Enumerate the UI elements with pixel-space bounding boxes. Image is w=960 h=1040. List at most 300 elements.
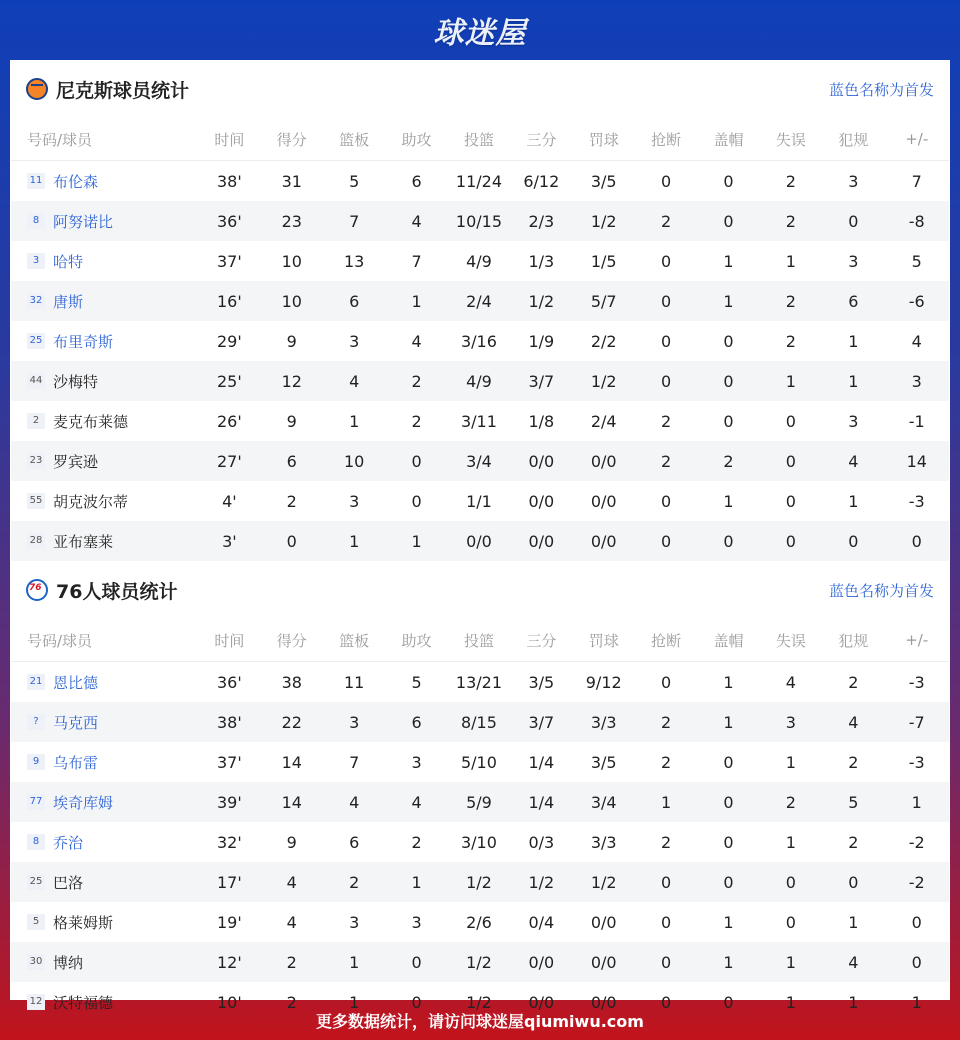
table-row	[11, 201, 949, 241]
stat-assists: 2	[385, 361, 447, 401]
stat-three-pointers: 1/2	[510, 281, 572, 321]
stat-three-pointers: 0/0	[528, 491, 555, 511]
stat-field-goals: 5/10	[460, 752, 497, 772]
player-cell	[11, 361, 198, 401]
stat-plus-minus: -8	[884, 201, 949, 241]
stat-free-throws: 1/2	[573, 862, 635, 902]
column-header: 助攻	[385, 118, 447, 161]
stat-blocks: 0	[723, 171, 734, 191]
stat-turnovers: 2	[785, 331, 796, 351]
column-header: 失误	[760, 118, 822, 161]
stat-free-throws: 2/2	[590, 331, 617, 351]
team-name: 尼克斯球员统计	[56, 79, 190, 102]
table-row	[11, 241, 949, 281]
stat-points: 0	[261, 521, 323, 561]
stat-steals: 0	[661, 251, 672, 271]
stat-free-throws: 3/5	[590, 171, 617, 191]
stat-rebounds: 3	[323, 702, 385, 742]
logo-text: 76	[29, 583, 42, 593]
player-cell[interactable]	[11, 742, 198, 782]
column-header: +/-	[884, 619, 949, 662]
stat-plus-minus: -2	[908, 832, 925, 852]
column-header: 号码/球员	[11, 118, 198, 161]
stat-field-goals: 1/2	[448, 862, 510, 902]
stat-points: 9	[286, 411, 297, 431]
stat-three-pointers: 6/12	[523, 171, 560, 191]
stat-turnovers: 0	[785, 411, 796, 431]
stat-fouls: 5	[822, 782, 884, 822]
stat-free-throws: 9/12	[585, 672, 622, 692]
stat-plus-minus: 1	[884, 782, 949, 822]
player-cell	[11, 481, 198, 521]
stat-steals: 1	[635, 782, 697, 822]
stat-turnovers: 3	[760, 702, 822, 742]
table-row	[11, 942, 949, 982]
jersey-number: 12	[27, 994, 45, 1010]
table-row	[11, 281, 949, 321]
column-header: 篮板	[323, 118, 385, 161]
stat-rebounds: 1	[349, 411, 360, 431]
player-cell[interactable]	[11, 822, 198, 862]
jersey-number: 3	[27, 253, 45, 269]
stat-rebounds: 1	[323, 521, 385, 561]
stat-free-throws: 0/0	[590, 912, 617, 932]
stat-field-goals: 3/16	[460, 331, 497, 351]
column-header: 投篮	[448, 619, 510, 662]
player-cell[interactable]	[11, 241, 198, 281]
stat-time: 4'	[222, 491, 237, 511]
stat-rebounds: 6	[323, 281, 385, 321]
stat-turnovers: 2	[760, 782, 822, 822]
stat-rebounds: 2	[323, 862, 385, 902]
stat-rebounds: 13	[343, 251, 365, 271]
stat-assists: 7	[411, 251, 422, 271]
stat-plus-minus: 4	[911, 331, 922, 351]
stat-three-pointers: 0/3	[528, 832, 555, 852]
column-header: +/-	[884, 118, 949, 161]
table-row	[11, 822, 949, 862]
table-row	[11, 782, 949, 822]
player-name[interactable]: 阿努诺比	[53, 212, 114, 231]
stat-points: 9	[286, 331, 297, 351]
jersey-number: ?	[27, 714, 45, 730]
stat-assists: 3	[411, 912, 422, 932]
stat-time: 3'	[198, 521, 260, 561]
column-header: 犯规	[822, 619, 884, 662]
brand-logo: 球迷屋	[433, 16, 527, 51]
stat-time: 12'	[198, 942, 260, 982]
stat-blocks: 1	[723, 491, 734, 511]
player-name[interactable]: 马克西	[53, 713, 99, 732]
stat-blocks: 0	[697, 862, 759, 902]
stat-rebounds: 6	[349, 832, 360, 852]
player-name: 沙梅特	[53, 372, 99, 391]
stat-blocks: 0	[723, 992, 734, 1012]
stat-free-throws: 5/7	[573, 281, 635, 321]
stat-time: 29'	[217, 331, 242, 351]
stat-fouls: 1	[848, 331, 859, 351]
stat-fouls: 1	[822, 361, 884, 401]
stat-field-goals: 0/0	[448, 521, 510, 561]
stat-three-pointers: 1/2	[510, 862, 572, 902]
column-header: 篮板	[323, 619, 385, 662]
stat-field-goals: 10/15	[448, 201, 510, 241]
stat-plus-minus: 1	[911, 992, 922, 1012]
stat-turnovers: 2	[760, 201, 822, 241]
player-name[interactable]: 恩比德	[53, 673, 99, 692]
stat-free-throws: 3/5	[590, 752, 617, 772]
stat-fouls: 2	[848, 752, 859, 772]
table-row	[11, 401, 949, 441]
stat-free-throws: 1/2	[573, 361, 635, 401]
stat-fouls: 1	[848, 992, 859, 1012]
stat-rebounds: 7	[349, 752, 360, 772]
jersey-number: 5	[27, 914, 45, 930]
table-row	[11, 361, 949, 401]
stat-assists: 2	[411, 411, 422, 431]
stat-fouls: 4	[822, 942, 884, 982]
stat-blocks: 0	[697, 201, 759, 241]
player-stats-table	[11, 619, 949, 1022]
column-header: 罚球	[573, 619, 635, 662]
stat-steals: 2	[661, 832, 672, 852]
stat-plus-minus: 3	[884, 361, 949, 401]
table-row	[11, 441, 949, 481]
section-header	[10, 561, 950, 619]
table-row	[11, 161, 949, 202]
column-header: 时间	[198, 619, 260, 662]
player-cell	[11, 902, 198, 942]
stat-fouls: 4	[822, 702, 884, 742]
player-cell	[11, 942, 198, 982]
column-header: 犯规	[822, 118, 884, 161]
stat-plus-minus: 5	[911, 251, 922, 271]
jersey-number: 2	[27, 413, 45, 429]
stat-turnovers: 1	[785, 251, 796, 271]
table-row	[11, 521, 949, 561]
team-title	[26, 577, 177, 604]
column-header: 投篮	[448, 118, 510, 161]
section-header	[10, 60, 950, 118]
stat-fouls: 2	[848, 672, 859, 692]
column-header: 三分	[510, 118, 572, 161]
stat-free-throws: 0/0	[590, 491, 617, 511]
stat-plus-minus: -2	[884, 862, 949, 902]
jersey-number: 9	[27, 754, 45, 770]
stat-blocks: 1	[697, 281, 759, 321]
column-header: 三分	[510, 619, 572, 662]
stat-time: 36'	[198, 201, 260, 241]
jersey-number: 32	[27, 293, 45, 309]
stat-steals: 0	[635, 521, 697, 561]
column-header: 失误	[760, 619, 822, 662]
player-name[interactable]: 哈特	[53, 252, 84, 271]
stat-free-throws: 0/0	[573, 942, 635, 982]
stat-rebounds: 10	[323, 441, 385, 481]
stat-plus-minus: 7	[911, 171, 922, 191]
stat-turnovers: 0	[785, 912, 796, 932]
jersey-number: 11	[27, 173, 45, 189]
stat-steals: 0	[661, 491, 672, 511]
stat-turnovers: 0	[760, 441, 822, 481]
player-cell[interactable]	[11, 161, 198, 202]
stat-field-goals: 1/1	[466, 491, 492, 511]
stat-time: 19'	[217, 912, 242, 932]
stat-time: 36'	[217, 672, 242, 692]
stat-three-pointers: 0/0	[528, 992, 555, 1012]
stat-rebounds: 4	[323, 782, 385, 822]
player-cell[interactable]	[11, 321, 198, 361]
jersey-number: 25	[27, 874, 45, 890]
stat-blocks: 0	[723, 331, 734, 351]
jersey-number: 30	[27, 954, 45, 970]
stat-time: 10'	[217, 992, 242, 1012]
team-title	[26, 76, 189, 103]
player-name[interactable]: 埃奇库姆	[53, 793, 114, 812]
stat-turnovers: 0	[785, 491, 796, 511]
stat-three-pointers: 1/4	[528, 752, 555, 772]
column-header: 时间	[198, 118, 260, 161]
stat-plus-minus: -3	[908, 752, 925, 772]
player-name[interactable]: 乌布雷	[53, 753, 99, 772]
stat-rebounds: 3	[349, 912, 360, 932]
stat-assists: 0	[385, 441, 447, 481]
stat-plus-minus: 0	[884, 942, 949, 982]
stat-turnovers: 1	[785, 832, 796, 852]
stat-plus-minus: -7	[884, 702, 949, 742]
stat-field-goals: 1/2	[466, 992, 492, 1012]
stat-steals: 0	[661, 171, 672, 191]
column-header: 助攻	[385, 619, 447, 662]
column-header: 罚球	[573, 118, 635, 161]
stat-turnovers: 2	[760, 281, 822, 321]
stat-rebounds: 1	[323, 942, 385, 982]
table-row	[11, 662, 949, 703]
column-header: 抢断	[635, 118, 697, 161]
stat-blocks: 1	[723, 912, 734, 932]
stat-steals: 2	[661, 752, 672, 772]
stat-points: 2	[286, 491, 297, 511]
team-sections	[10, 60, 950, 1022]
stat-three-pointers: 2/3	[510, 201, 572, 241]
stat-plus-minus: -3	[908, 672, 925, 692]
stat-points: 2	[261, 942, 323, 982]
stat-field-goals: 3/10	[460, 832, 497, 852]
stat-assists: 1	[385, 862, 447, 902]
player-cell	[11, 401, 198, 441]
player-cell[interactable]	[11, 201, 198, 241]
column-header: 得分	[261, 118, 323, 161]
stat-field-goals: 2/4	[448, 281, 510, 321]
stat-assists: 1	[385, 281, 447, 321]
stat-rebounds: 3	[349, 331, 360, 351]
jersey-number: 25	[27, 333, 45, 349]
stat-field-goals: 2/6	[466, 912, 492, 932]
stat-time: 27'	[198, 441, 260, 481]
stat-assists: 1	[385, 521, 447, 561]
stat-time: 38'	[198, 702, 260, 742]
stat-free-throws: 2/4	[590, 411, 617, 431]
stat-points: 6	[261, 441, 323, 481]
stat-plus-minus: -3	[908, 491, 925, 511]
stat-fouls: 0	[822, 201, 884, 241]
stat-blocks: 0	[723, 752, 734, 772]
starter-legend: 蓝色名称为首发	[828, 581, 934, 600]
stat-steals: 0	[661, 912, 672, 932]
stat-time: 32'	[217, 832, 242, 852]
stat-fouls: 1	[848, 491, 859, 511]
stat-rebounds: 1	[349, 992, 360, 1012]
stat-fouls: 1	[848, 912, 859, 932]
stat-points: 14	[261, 782, 323, 822]
stat-three-pointers: 1/9	[528, 331, 555, 351]
stat-field-goals: 5/9	[448, 782, 510, 822]
table-row	[11, 902, 949, 942]
column-header: 号码/球员	[11, 619, 198, 662]
stat-steals: 0	[635, 862, 697, 902]
stat-fouls: 0	[822, 862, 884, 902]
player-cell[interactable]	[11, 702, 198, 742]
stat-field-goals: 13/21	[455, 672, 502, 692]
stat-time: 16'	[198, 281, 260, 321]
stat-fouls: 2	[848, 832, 859, 852]
column-header: 盖帽	[697, 619, 759, 662]
stat-blocks: 0	[697, 521, 759, 561]
stat-steals: 0	[661, 672, 672, 692]
footer-banner[interactable]	[0, 1000, 960, 1040]
player-name: 胡克波尔蒂	[53, 492, 129, 511]
stat-free-throws: 0/0	[573, 441, 635, 481]
stat-turnovers: 0	[760, 862, 822, 902]
stat-points: 4	[261, 862, 323, 902]
column-header: 盖帽	[697, 118, 759, 161]
player-name[interactable]: 唐斯	[53, 292, 84, 311]
stat-fouls: 3	[848, 251, 859, 271]
stat-blocks: 1	[697, 942, 759, 982]
player-cell[interactable]	[11, 662, 198, 703]
stat-plus-minus: -1	[908, 411, 925, 431]
stat-time: 37'	[217, 251, 242, 271]
player-name: 沃特福德	[53, 993, 114, 1012]
jersey-number: 8	[27, 834, 45, 850]
stat-steals: 2	[635, 441, 697, 481]
stat-turnovers: 1	[760, 361, 822, 401]
stat-three-pointers: 0/0	[510, 521, 572, 561]
player-stats-table	[11, 118, 949, 561]
jersey-number: 44	[27, 373, 45, 389]
stat-assists: 5	[411, 672, 422, 692]
table-row	[11, 321, 949, 361]
stat-field-goals: 4/9	[466, 251, 492, 271]
stat-assists: 0	[411, 491, 422, 511]
player-name: 博纳	[53, 953, 84, 972]
stat-field-goals: 3/4	[448, 441, 510, 481]
jersey-number: 8	[27, 213, 45, 229]
stat-points: 12	[261, 361, 323, 401]
stat-field-goals: 3/11	[460, 411, 497, 431]
player-name: 格莱姆斯	[53, 913, 114, 932]
stat-plus-minus: 0	[884, 521, 949, 561]
team-section	[10, 561, 950, 1022]
stat-rebounds: 3	[349, 491, 360, 511]
stat-three-pointers: 0/4	[528, 912, 555, 932]
stat-plus-minus: 0	[911, 912, 922, 932]
stat-turnovers: 1	[760, 942, 822, 982]
stat-blocks: 1	[697, 702, 759, 742]
player-cell[interactable]	[11, 782, 198, 822]
stat-free-throws: 3/4	[573, 782, 635, 822]
footer-link[interactable]: 更多数据统计，请访问球迷屋qiumiwu.com	[316, 1011, 644, 1031]
stat-rebounds: 7	[323, 201, 385, 241]
stat-free-throws: 1/5	[590, 251, 617, 271]
stat-three-pointers: 0/0	[510, 942, 572, 982]
stat-steals: 2	[661, 411, 672, 431]
stat-rebounds: 4	[323, 361, 385, 401]
table-row	[11, 862, 949, 902]
stat-steals: 0	[635, 361, 697, 401]
stat-points: 38	[281, 672, 302, 692]
stat-fouls: 3	[848, 171, 859, 191]
stat-turnovers: 1	[785, 992, 796, 1012]
stat-steals: 0	[635, 942, 697, 982]
table-header-row	[11, 619, 949, 662]
team-name: 76人球员统计	[56, 580, 178, 603]
stat-blocks: 1	[723, 251, 734, 271]
stat-assists: 4	[411, 331, 422, 351]
stat-assists: 3	[411, 752, 422, 772]
top-banner	[0, 0, 960, 60]
table-row	[11, 481, 949, 521]
player-cell	[11, 521, 198, 561]
stat-turnovers: 4	[785, 672, 796, 692]
stat-free-throws: 0/0	[590, 992, 617, 1012]
stat-blocks: 0	[697, 361, 759, 401]
stat-assists: 4	[385, 782, 447, 822]
team-section	[10, 60, 950, 561]
player-name: 麦克布莱德	[53, 412, 129, 431]
stat-rebounds: 5	[349, 171, 360, 191]
stat-fouls: 4	[822, 441, 884, 481]
stat-three-pointers: 0/0	[510, 441, 572, 481]
stat-turnovers: 2	[785, 171, 796, 191]
stat-field-goals: 11/24	[455, 171, 502, 191]
stat-steals: 0	[661, 331, 672, 351]
stat-three-pointers: 1/8	[528, 411, 555, 431]
stat-field-goals: 8/15	[448, 702, 510, 742]
player-name[interactable]: 布里奇斯	[53, 332, 114, 351]
column-header: 得分	[261, 619, 323, 662]
player-name[interactable]: 布伦森	[53, 172, 99, 191]
player-name: 罗宾逊	[53, 452, 99, 471]
stat-points: 10	[281, 251, 302, 271]
stat-time: 37'	[217, 752, 242, 772]
stat-blocks: 0	[723, 411, 734, 431]
player-name: 巴洛	[53, 873, 84, 892]
stat-plus-minus: -6	[884, 281, 949, 321]
jersey-number: 21	[27, 674, 45, 690]
stat-fouls: 6	[822, 281, 884, 321]
stat-field-goals: 4/9	[448, 361, 510, 401]
stat-steals: 2	[635, 702, 697, 742]
stat-points: 2	[286, 992, 297, 1012]
stat-time: 26'	[217, 411, 242, 431]
player-cell[interactable]	[11, 281, 198, 321]
jersey-number: 23	[27, 453, 45, 469]
stat-points: 22	[261, 702, 323, 742]
player-name[interactable]: 乔治	[53, 833, 84, 852]
stat-time: 17'	[198, 862, 260, 902]
stat-turnovers: 0	[760, 521, 822, 561]
